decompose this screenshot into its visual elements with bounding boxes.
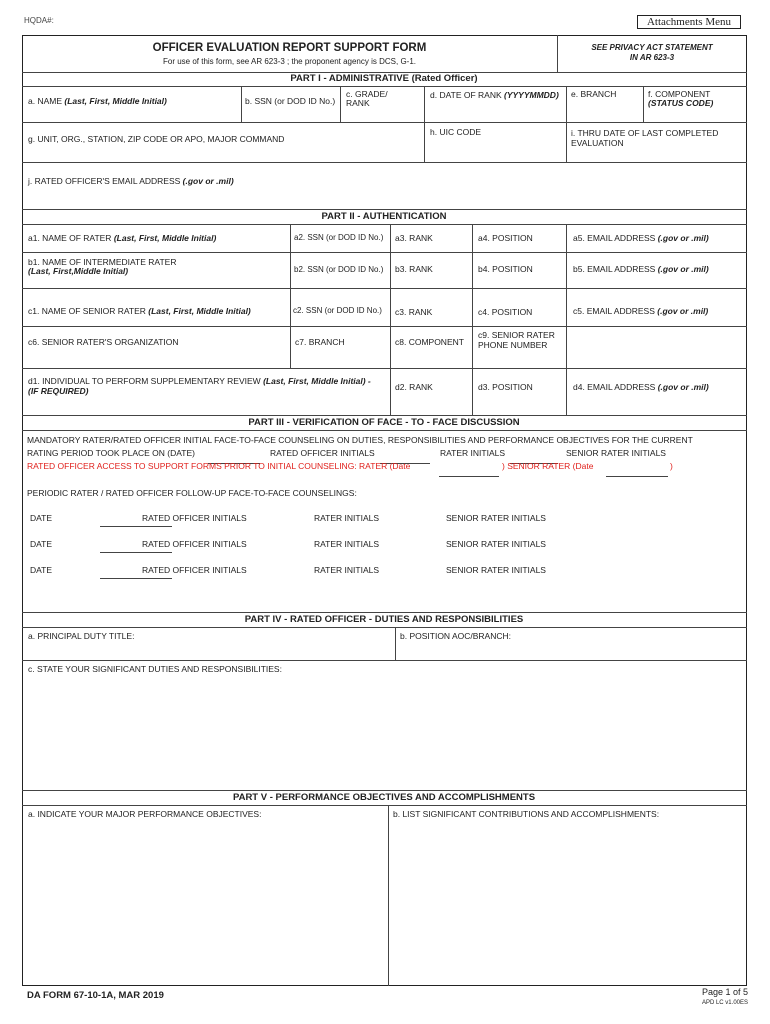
supplementary-reviewer-label-line1: d1. INDIVIDUAL TO PERFORM SUPPLEMENTARY REVIEW (Last, First, Middle Initial) - bbox=[28, 376, 371, 386]
followup-date-label: DATE bbox=[30, 565, 53, 575]
senior-rater-org-field[interactable] bbox=[22, 326, 290, 368]
initial-rated-officer-initials-label: RATED OFFICER INITIALS bbox=[270, 448, 375, 458]
rated-officer-name-label: a. NAME (Last, First, Middle Initial) bbox=[28, 96, 167, 106]
mandatory-counseling-text: MANDATORY RATER/RATED OFFICER INITIAL FACE-TO-FACE COUNSELING ON DUTIES, RESPONSIBILITIES AND PERFORMANCE OBJECTIVES FOR THE CURRENT bbox=[27, 435, 693, 445]
supplementary-reviewer-position-label: d3. POSITION bbox=[478, 382, 533, 392]
followup-rated-officer-initials-label: RATED OFFICER INITIALS bbox=[142, 513, 247, 523]
senior-rater-phone-label-line2: PHONE NUMBER bbox=[478, 340, 548, 350]
followup-rated-officer-initials-label: RATED OFFICER INITIALS bbox=[142, 539, 247, 549]
senior-rater-position-label: c4. POSITION bbox=[478, 307, 533, 317]
contributions-label: b. LIST SIGNIFICANT CONTRIBUTIONS AND ACCOMPLISHMENTS: bbox=[393, 809, 660, 819]
attachments-menu-button[interactable]: Attachments Menu bbox=[637, 15, 741, 29]
followup-senior-rater-initials-label: SENIOR RATER INITIALS bbox=[446, 513, 546, 523]
followup-date-input[interactable] bbox=[100, 578, 172, 579]
senior-rater-name-label: c1. NAME OF SENIOR RATER (Last, First, Middle Initial) bbox=[28, 306, 251, 316]
thru-date-label-line1: i. THRU DATE OF LAST COMPLETED bbox=[571, 128, 719, 138]
significant-duties-label: c. STATE YOUR SIGNIFICANT DUTIES AND RESPONSIBILITIES: bbox=[28, 664, 282, 674]
contributions-field[interactable] bbox=[388, 805, 747, 986]
part3-title: PART III - VERIFICATION OF FACE - TO - FACE DISCUSSION bbox=[248, 417, 520, 428]
followup-senior-rater-initials-label: SENIOR RATER INITIALS bbox=[446, 539, 546, 549]
form-number: DA FORM 67-10-1A, MAR 2019 bbox=[27, 990, 164, 1001]
performance-objectives-label: a. INDICATE YOUR MAJOR PERFORMANCE OBJECTIVES: bbox=[28, 809, 262, 819]
rater-ssn-label: a2. SSN (or DOD ID No.) bbox=[294, 233, 384, 242]
significant-duties-field[interactable] bbox=[22, 660, 747, 790]
access-senior-rater-date-input[interactable] bbox=[606, 476, 668, 477]
rater-rank-label: a3. RANK bbox=[395, 233, 433, 243]
branch-label: e. BRANCH bbox=[571, 89, 617, 99]
privacy-statement-line1: SEE PRIVACY ACT STATEMENT bbox=[591, 43, 713, 52]
performance-objectives-field[interactable] bbox=[22, 805, 388, 986]
supplementary-reviewer-email-label: d4. EMAIL ADDRESS (.gov or .mil) bbox=[573, 382, 709, 392]
senior-rater-org-label: c6. SENIOR RATER'S ORGANIZATION bbox=[28, 337, 179, 347]
senior-rater-component-label: c8. COMPONENT bbox=[395, 337, 464, 347]
periodic-counseling-label: PERIODIC RATER / RATED OFFICER FOLLOW-UP FACE-TO-FACE COUNSELINGS: bbox=[27, 488, 357, 498]
rated-officer-ssn-label: b. SSN (or DOD ID No.) bbox=[245, 96, 336, 106]
followup-date-input[interactable] bbox=[100, 526, 172, 527]
senior-rater-branch-label: c7. BRANCH bbox=[295, 337, 345, 347]
part2-title: PART II - AUTHENTICATION bbox=[321, 211, 447, 222]
access-rater-date-input[interactable] bbox=[439, 476, 499, 477]
unit-org-label: g. UNIT, ORG., STATION, ZIP CODE OR APO, MAJOR COMMAND bbox=[28, 134, 285, 144]
intermediate-rater-rank-label: b3. RANK bbox=[395, 264, 433, 274]
part1-title: PART I - ADMINISTRATIVE (Rated Officer) bbox=[290, 73, 478, 84]
position-aoc-branch-label: b. POSITION AOC/BRANCH: bbox=[400, 631, 511, 641]
part5-title: PART V - PERFORMANCE OBJECTIVES AND ACCOMPLISHMENTS bbox=[232, 792, 536, 803]
component-label-line1: f. COMPONENT bbox=[648, 89, 711, 99]
senior-rater-rank-label: c3. RANK bbox=[395, 307, 433, 317]
supplementary-reviewer-label-line2: (IF REQUIRED) bbox=[28, 386, 89, 396]
followup-senior-rater-initials-label: SENIOR RATER INITIALS bbox=[446, 565, 546, 575]
rater-email-label: a5. EMAIL ADDRESS (.gov or .mil) bbox=[573, 233, 709, 243]
version-label: APD LC v1.00ES bbox=[701, 1000, 748, 1006]
initial-rater-initials-label: RATER INITIALS bbox=[440, 448, 506, 458]
hqda-label: HQDA#: bbox=[24, 16, 54, 25]
intermediate-rater-position-label: b4. POSITION bbox=[478, 264, 533, 274]
grade-rank-label-line2: RANK bbox=[346, 98, 370, 108]
privacy-statement-line2: IN AR 623-3 bbox=[629, 53, 675, 62]
followup-rater-initials-label: RATER INITIALS bbox=[314, 565, 380, 575]
form-title: OFFICER EVALUATION REPORT SUPPORT FORM bbox=[152, 42, 427, 54]
rating-period-date-label: RATING PERIOD TOOK PLACE ON (DATE) bbox=[27, 448, 195, 458]
followup-rated-officer-initials-label: RATED OFFICER INITIALS bbox=[142, 565, 247, 575]
intermediate-rater-label-line1: b1. NAME OF INTERMEDIATE RATER bbox=[28, 257, 177, 267]
page-number: Page 1 of 5 bbox=[701, 987, 748, 997]
rater-name-label: a1. NAME OF RATER (Last, First, Middle Initial) bbox=[28, 233, 217, 243]
followup-rater-initials-label: RATER INITIALS bbox=[314, 513, 380, 523]
uic-code-label: h. UIC CODE bbox=[430, 127, 482, 137]
senior-rater-ssn-label: c2. SSN (or DOD ID No.) bbox=[293, 306, 382, 315]
part4-title: PART IV - RATED OFFICER - DUTIES AND RESPONSIBILITIES bbox=[244, 614, 524, 625]
followup-date-input[interactable] bbox=[100, 552, 172, 553]
intermediate-rater-label-line2: (Last, First,Middle Initial) bbox=[28, 266, 129, 276]
intermediate-rater-email-label: b5. EMAIL ADDRESS (.gov or .mil) bbox=[573, 264, 709, 274]
supplementary-reviewer-rank-label: d2. RANK bbox=[395, 382, 433, 392]
senior-rater-branch-field[interactable] bbox=[290, 326, 390, 368]
thru-date-label-line2: EVALUATION bbox=[571, 138, 624, 148]
principal-duty-title-label: a. PRINCIPAL DUTY TITLE: bbox=[28, 631, 135, 641]
followup-date-label: DATE bbox=[30, 513, 53, 523]
date-of-rank-label: d. DATE OF RANK (YYYYMMDD) bbox=[430, 90, 559, 100]
grade-rank-label-line1: c. GRADE/ bbox=[346, 89, 388, 99]
followup-date-label: DATE bbox=[30, 539, 53, 549]
senior-rater-extra-field[interactable] bbox=[566, 326, 747, 368]
access-rater-date-label: RATED OFFICER ACCESS TO SUPPORT FORMS PRIOR TO INITIAL COUNSELING: RATER (Date bbox=[27, 461, 411, 471]
intermediate-rater-ssn-label: b2. SSN (or DOD ID No.) bbox=[294, 265, 384, 274]
form-subtitle: For use of this form, see AR 623-3 ; the proponent agency is DCS, G-1. bbox=[162, 57, 416, 66]
senior-rater-email-label: c5. EMAIL ADDRESS (.gov or .mil) bbox=[573, 306, 709, 316]
access-senior-rater-date-label: ) SENIOR RATER (Date bbox=[502, 461, 594, 471]
senior-rater-component-field[interactable] bbox=[390, 326, 472, 368]
initial-senior-rater-initials-label: SENIOR RATER INITIALS bbox=[566, 448, 666, 458]
rated-officer-email-label: j. RATED OFFICER'S EMAIL ADDRESS (.gov or .mil) bbox=[28, 176, 234, 186]
followup-rater-initials-label: RATER INITIALS bbox=[314, 539, 380, 549]
senior-rater-phone-label-line1: c9. SENIOR RATER bbox=[478, 330, 555, 340]
component-label-line2: (STATUS CODE) bbox=[648, 98, 714, 108]
rater-position-label: a4. POSITION bbox=[478, 233, 533, 243]
access-close-paren: ) bbox=[670, 461, 673, 471]
